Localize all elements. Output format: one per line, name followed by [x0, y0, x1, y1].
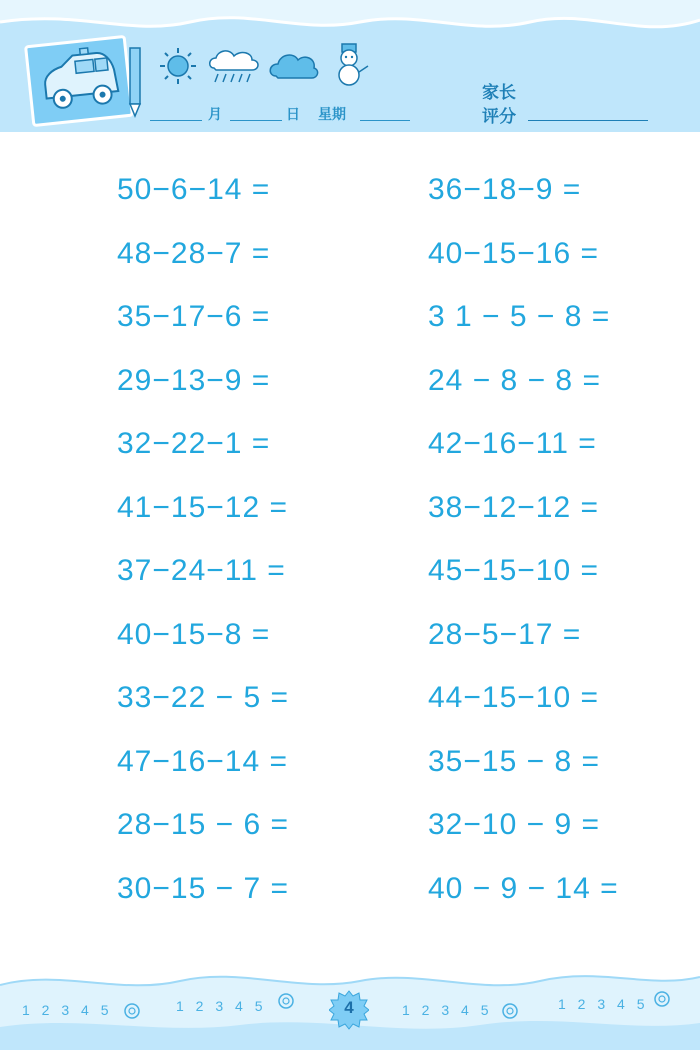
sun-icon — [158, 46, 198, 86]
problem-item: 50−6−14 = — [117, 173, 271, 206]
problem-item: 38−12−12 = — [428, 490, 600, 524]
page-number: 4 — [344, 998, 354, 1017]
problem-item: 45−15−10 = — [428, 554, 600, 587]
problem-item: 3 1 − 5 − 8 = — [428, 300, 611, 333]
problem-item: 41−15−12 = — [117, 490, 289, 524]
car-icon — [27, 38, 130, 124]
problem-item: 28−5−17 = — [428, 617, 582, 651]
parent-label: 家长 — [482, 83, 516, 102]
snail-icon — [276, 990, 296, 1010]
problem-item: 40−15−16 = — [428, 236, 600, 270]
problem-item: 35−15 − 8 = — [428, 744, 600, 778]
snowman-icon — [326, 42, 372, 86]
problem-item: 33−22 − 5 = — [117, 681, 289, 714]
right-problem-column — [428, 168, 619, 930]
score-blank[interactable] — [528, 120, 648, 121]
number-strip: 1 2 3 4 5 — [22, 1002, 113, 1018]
cloud-icon — [268, 46, 320, 86]
rain-cloud-icon — [206, 46, 262, 86]
problem-item: 47−16−14 = — [117, 744, 289, 778]
weekday-blank[interactable] — [360, 120, 410, 121]
number-strip: 1 2 3 4 5 — [558, 996, 649, 1012]
snail-icon — [652, 988, 672, 1008]
day-blank[interactable] — [230, 120, 282, 121]
problem-item: 42−16−11 = — [428, 427, 597, 460]
problem-item: 48−28−7 = — [117, 236, 271, 270]
month-blank[interactable] — [150, 120, 202, 121]
problem-item: 37−24−11 = — [117, 554, 286, 587]
problem-item: 40 − 9 − 14 = — [428, 871, 619, 905]
date-line — [150, 104, 420, 126]
problem-item: 44−15−10 = — [428, 681, 600, 714]
month-label: 月 — [208, 106, 222, 122]
left-problem-column — [117, 168, 289, 930]
problem-item: 32−22−1 = — [117, 427, 271, 460]
problem-item: 28−15 − 6 = — [117, 808, 289, 841]
number-strip: 1 2 3 4 5 — [176, 998, 267, 1014]
problem-item: 24 − 8 − 8 = — [428, 363, 601, 397]
score-label: 评分 — [482, 107, 516, 126]
snail-icon — [500, 1000, 520, 1020]
problem-item: 29−13−9 = — [117, 363, 271, 397]
problem-item: 30−15 − 7 = — [117, 871, 289, 905]
day-label: 日 — [286, 106, 300, 122]
snail-icon — [122, 1000, 142, 1020]
weekday-label: 星期 — [318, 106, 346, 122]
pencil-icon — [128, 46, 142, 118]
problem-item: 40−15−8 = — [117, 617, 271, 651]
problem-item: 32−10 − 9 = — [428, 808, 600, 841]
page-header — [0, 0, 700, 132]
number-strip: 1 2 3 4 5 — [402, 1002, 493, 1018]
problem-item: 36−18−9 = — [428, 173, 582, 206]
car-picture-card — [24, 35, 134, 127]
problem-item: 35−17−6 = — [117, 300, 271, 333]
